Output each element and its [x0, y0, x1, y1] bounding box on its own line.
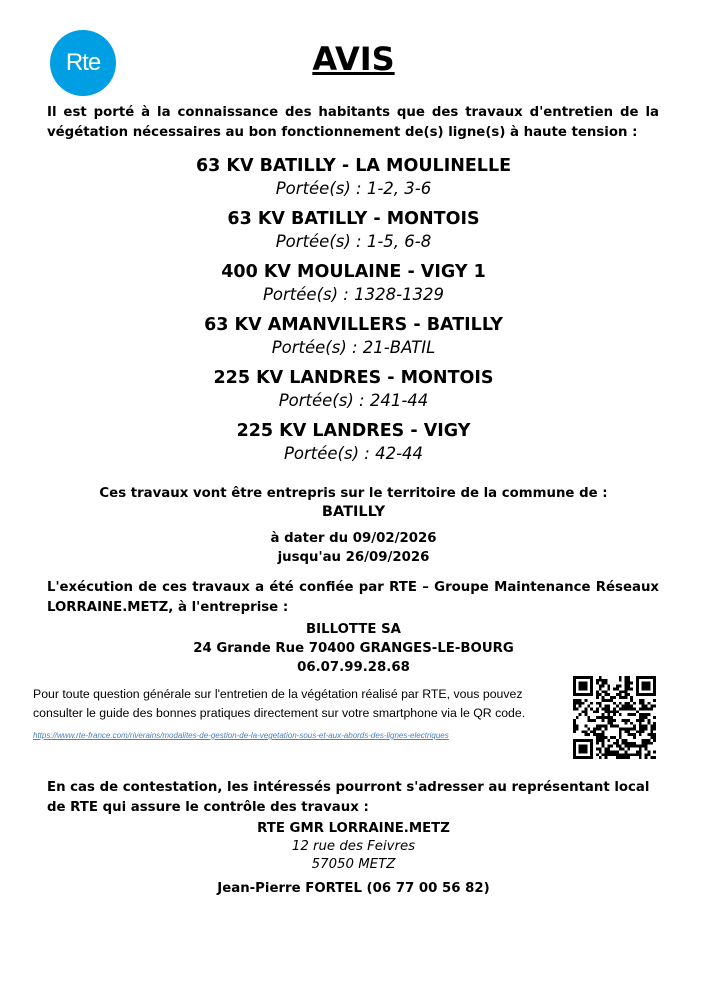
company-address: 24 Grande Rue 70400 GRANGES-LE-BOURG: [193, 641, 514, 656]
line-name: 63 KV BATILLY - MONTOIS: [227, 209, 480, 229]
line-spans: Portée(s) : 42-44: [283, 444, 424, 463]
qr-code[interactable]: [573, 676, 656, 759]
line-name: 400 KV MOULAINE - VIGY 1: [221, 262, 486, 282]
line-name: 225 KV LANDRES - VIGY: [236, 421, 471, 441]
company-block: [0, 620, 707, 677]
power-line-item: [0, 313, 707, 366]
contest-paragraph: En cas de contestation, les intéressés pourront s'adresser au représentant local de RTE qui assure le contrôle des travaux :: [47, 780, 650, 815]
power-line-item: [0, 366, 707, 419]
company-phone: 06.07.99.28.68: [297, 660, 410, 675]
line-spans: Portée(s) : 21-BATIL: [271, 338, 436, 357]
line-name: 225 KV LANDRES - MONTOIS: [213, 368, 494, 388]
line-spans: Portée(s) : 241-44: [278, 391, 429, 410]
representative-name: RTE GMR LORRAINE.METZ: [257, 821, 450, 836]
power-line-item: [0, 419, 707, 472]
qr-info-text: Pour toute question générale sur l'entretien de la végétation réalisé par RTE, vous pouvez consulter le guide des bonnes pratiques directement sur votre smartphone via le QR code.: [33, 687, 526, 720]
power-line-item: [0, 207, 707, 260]
line-name: 63 KV BATILLY - LA MOULINELLE: [195, 156, 512, 176]
power-lines-list: [0, 154, 707, 472]
power-line-item: [0, 260, 707, 313]
representative-street: 12 rue des Feivres: [291, 839, 416, 854]
rte-logo-text: Rte: [65, 49, 101, 76]
representative-block: [0, 820, 707, 874]
start-date: à dater du 09/02/2026: [270, 531, 437, 546]
commune-intro: Ces travaux vont être entrepris sur le territoire de la commune de :: [99, 486, 608, 501]
guide-link[interactable]: https://www.rte-france.com/riverains/modalites-de-gestion-de-la-vegetation-sous-et-aux-abords-des-lignes-electriques: [33, 731, 449, 740]
line-spans: Portée(s) : 1-2, 3-6: [275, 179, 432, 198]
line-name: 63 KV AMANVILLERS - BATILLY: [204, 315, 503, 335]
execution-paragraph: L'exécution de ces travaux a été confiée par RTE – Groupe Maintenance Réseaux LORRAINE.METZ, à l'entreprise :: [47, 580, 659, 615]
work-dates: [0, 529, 707, 567]
line-spans: Portée(s) : 1328-1329: [262, 285, 445, 304]
contact-person: Jean-Pierre FORTEL (06 77 00 56 82): [217, 881, 490, 896]
line-spans: Portée(s) : 1-5, 6-8: [275, 232, 432, 251]
commune-name: BATILLY: [321, 504, 386, 520]
end-date: jusqu'au 26/09/2026: [277, 550, 430, 565]
power-line-item: [0, 154, 707, 207]
intro-paragraph: Il est porté à la connaissance des habitants que des travaux d'entretien de la végétation nécessaires au bon fonctionnement de(s) ligne(s) à haute tension :: [47, 105, 659, 140]
representative-city: 57050 METZ: [311, 857, 396, 872]
page-title: AVIS: [312, 40, 395, 78]
company-name: BILLOTTE SA: [306, 622, 401, 637]
